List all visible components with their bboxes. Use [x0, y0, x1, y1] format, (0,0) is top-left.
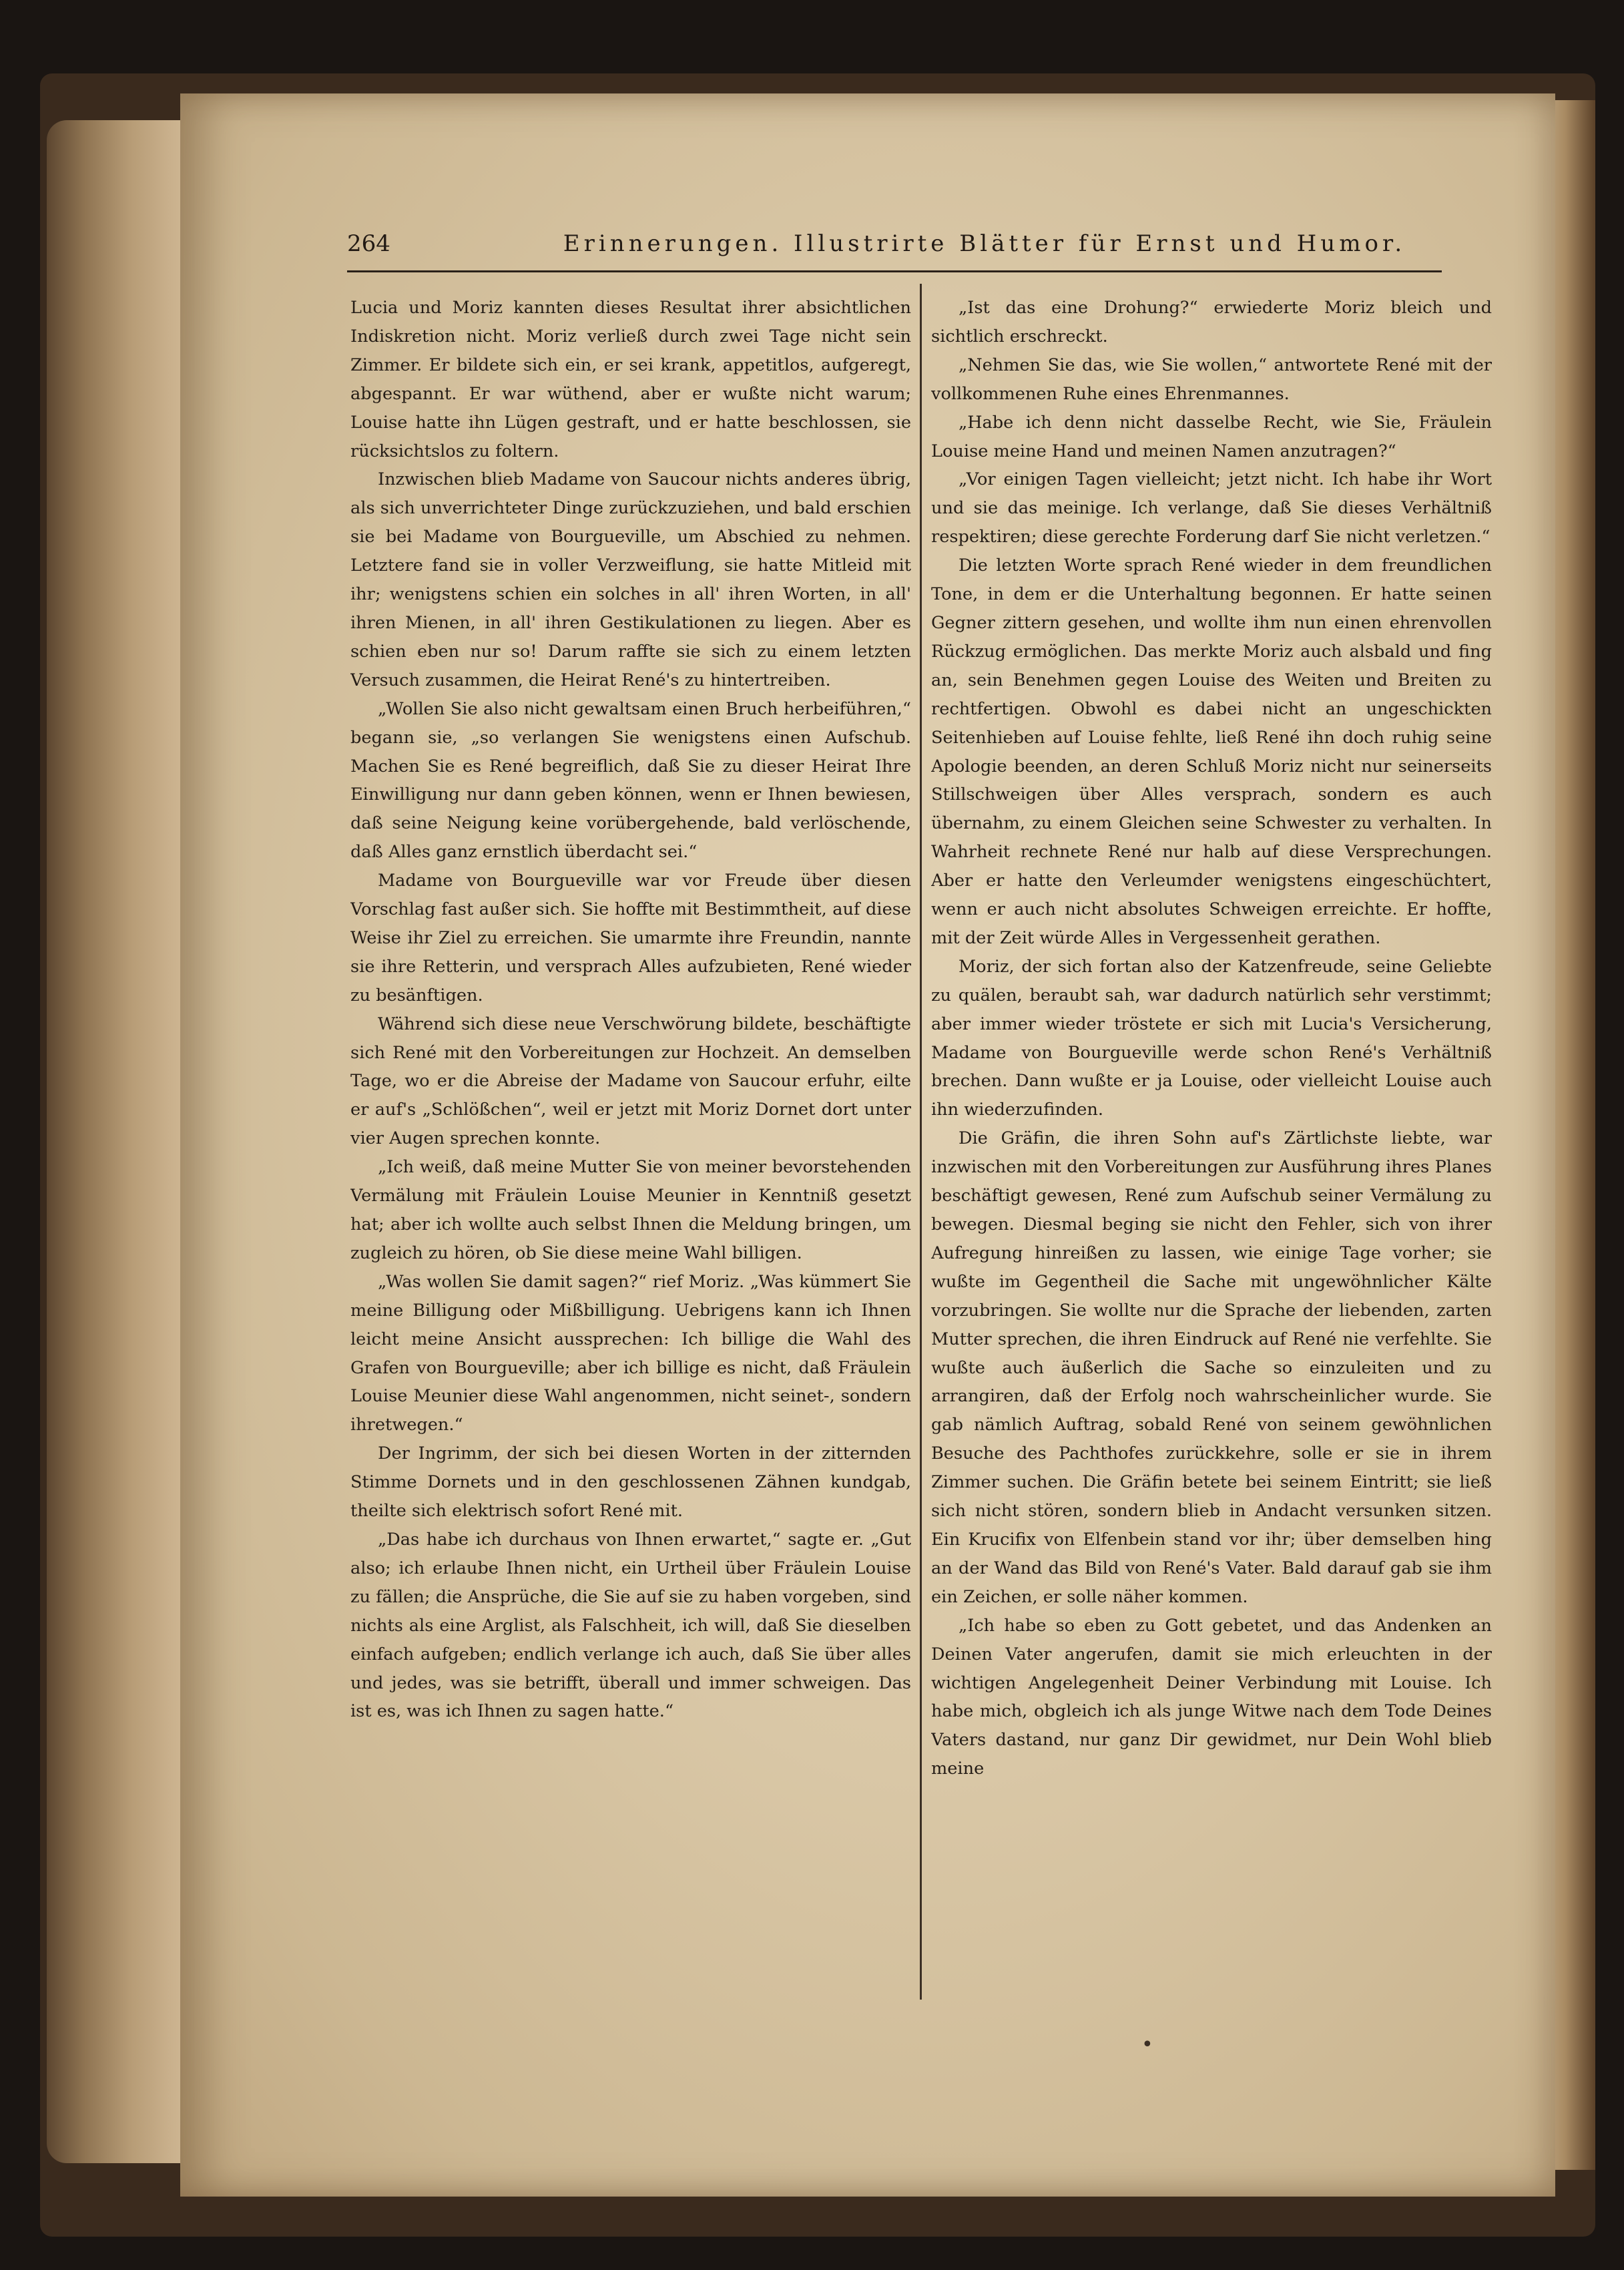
paragraph: Lucia und Moriz kannten dieses Resultat ihrer absichtlichen Indiskretion nicht. Moriz verließ durch zwei Tage nicht sein Zimmer. Er bildete sich ein, er sei krank, appetitlos, aufgeregt, abgespannt. Er war wüthend, aber er wußte nicht warum; Louise hatte ihn Lügen gestraft, und er hatte beschlossen, sie rücksichtslos zu foltern.	[350, 298, 911, 461]
paragraph: Während sich diese neue Verschwörung bildete, beschäftigte sich René mit den Vorbereitungen zur Hochzeit. An demselben Tage, wo er die Abreise der Madame von Saucour erfuhr, eilte er auf's „Schlößchen“, weil er jetzt mit Moriz Dornet dort unter vier Augen sprechen konnte.	[350, 1013, 911, 1149]
page-header	[347, 230, 1442, 272]
paragraph: Die Gräfin, die ihren Sohn auf's Zärtlichste liebte, war inzwischen mit den Vorbereitungen zur Ausführung ihres Planes beschäftigt gewesen, René zum Aufschub seiner Vermälung zu bewegen. Diesmal beging sie nicht den Fehler, sich von ihrer Aufregung hinreißen zu lassen, wie einige Tage vorher; sie wußte im Gegentheil die Sache mit ungewöhnlicher Kälte vorzubringen. Sie wollte nur die Sprache der liebenden, zarten Mutter sprechen, die ihren Eindruck auf René nie verfehlte. Sie wußte auch äußerlich die Sache so einzuleiten und zu arrangiren, daß der Erfolg noch wahrscheinlicher wurde. Sie gab nämlich Auftrag, sobald René von seinem gewöhnlichen Besuche des Pachthofes zurückkehre, solle er sie in ihrem Zimmer suchen. Die Gräfin betete bei seinem Eintritt; sie ließ sich nicht stören, sondern blieb in Andacht versunken sitzen. Ein Krucifix von Elfenbein stand vor ihr; über demselben hing an der Wand das Bild von René's Vater. Bald darauf gab sie ihm ein Zeichen, er solle näher kommen.	[931, 1128, 1492, 1607]
paragraph: Madame von Bourgueville war vor Freude über diesen Vorschlag fast außer sich. Sie hoffte mit Bestimmtheit, auf diese Weise ihr Ziel zu erreichen. Sie umarmte ihre Freundin, nannte sie ihre Retterin, und versprach Alles aufzubieten, René wieder zu besänftigen.	[350, 871, 911, 1005]
paragraph: Die letzten Worte sprach René wieder in dem freundlichen Tone, in dem er die Unterhaltung begonnen. Er hatte seinen Gegner zittern gesehen, und wollte ihm nun einen ehrenvollen Rückzug ermöglichen. Das merkte Moriz auch alsbald und fing an, sein Benehmen gegen Louise des Weiten und Breiten zu rechtfertigen. Obwohl es dabei nicht an ungeschickten Seitenhieben auf Louise fehlte, ließ René ihn doch ruhig seine Apologie beenden, an deren Schluß Moriz nicht nur seinerseits Stillschweigen über Alles versprach, sondern es auch übernahm, zu einem Gleichen seine Schwester zu verhalten. In Wahrheit rechnete René nur halb auf diese Versprechungen. Aber er hatte den Verleumder wenigstens eingeschüchtert, wenn er auch nicht absolutes Schweigen erreichte. Er hoffte, mit der Zeit würde Alles in Vergessenheit gerathen.	[931, 555, 1492, 948]
page-stack-left	[47, 120, 200, 2163]
paragraph: Moriz, der sich fortan also der Katzenfreude, seine Geliebte zu quälen, beraubt sah, war dadurch natürlich sehr verstimmt; aber immer wieder tröstete er sich mit Lucia's Versicherung, Madame von Bourgueville werde schon René's Verhältniß brechen. Dann wußte er ja Louise, oder vielleicht Louise auch ihn wiederzufinden.	[931, 956, 1492, 1120]
column-divider	[920, 284, 922, 2000]
page-ornament: •	[1141, 2033, 1153, 2056]
paragraph: „Das habe ich durchaus von Ihnen erwartet,“ sagte er. „Gut also; ich erlaube Ihnen nicht, ein Urtheil über Fräulein Louise zu fällen; die Ansprüche, die Sie auf sie zu haben vorgeben, sind nichts als eine Arglist, als Falschheit, ich will, daß Sie dieselben einfach aufgeben; endlich verlange ich auch, daß Sie über alles und jedes, was sie betrifft, überall und immer schweigen. Das ist es, was ich Ihnen zu sagen hatte.“	[350, 1529, 911, 1722]
paragraph: Der Ingrimm, der sich bei diesen Worten in der zitternden Stimme Dornets und in den geschlossenen Zähnen kundgab, theilte sich elektrisch sofort René mit.	[350, 1443, 911, 1522]
paragraph: „Ich habe so eben zu Gott gebetet, und das Andenken an Deinen Vater angerufen, damit sie mich erleuchten in der wichtigen Angelegenheit Deiner Verbindung mit Louise. Ich habe mich, obgleich ich als junge Witwe nach dem Tode Deines Vaters dastand, nur ganz Dir gewidmet, nur Dein Wohl blieb meine	[931, 1615, 1492, 1779]
paragraph: „Wollen Sie also nicht gewaltsam einen Bruch herbeiführen,“ begann sie, „so verlangen Sie wenigstens einen Aufschub. Machen Sie es René begreiflich, daß Sie zu dieser Heirat Ihre Einwilligung nur dann geben können, wenn er Ihnen bewiesen, daß seine Neigung keine vorübergehende, bald verlöschende, daß Alles ganz ernstlich überdacht sei.“	[350, 698, 911, 863]
paragraph: „Nehmen Sie das, wie Sie wollen,“ antwortete René mit der vollkommenen Ruhe eines Ehrenmannes.	[931, 355, 1492, 404]
paragraph: „Vor einigen Tagen vielleicht; jetzt nicht. Ich habe ihr Wort und sie das meinige. Ich verlange, daß Sie dieses Verhältniß respektiren; diese gerechte Forderung darf Sie nicht verletzen.“	[931, 469, 1492, 547]
text-column-right	[931, 294, 1492, 2003]
text-column-left	[350, 294, 911, 2003]
paragraph: „Ist das eine Drohung?“ erwiederte Moriz bleich und sichtlich erschreckt.	[931, 298, 1492, 347]
running-title: Erinnerungen. Illustrirte Blätter für Ernst und Humor.	[563, 230, 1406, 257]
paragraph: „Habe ich denn nicht dasselbe Recht, wie Sie, Fräulein Louise meine Hand und meinen Namen anzutragen?“	[931, 412, 1492, 461]
paragraph: „Ich weiß, daß meine Mutter Sie von meiner bevorstehenden Vermälung mit Fräulein Louise Meunier in Kenntniß gesetzt hat; aber ich wollte auch selbst Ihnen die Meldung bringen, um zugleich zu hören, ob Sie diese meine Wahl billigen.	[350, 1157, 911, 1263]
paragraph: Inzwischen blieb Madame von Saucour nichts anderes übrig, als sich unverrichteter Dinge zurückzuziehen, und bald erschien sie bei Madame von Bourgueville, um Abschied zu nehmen. Letztere fand sie in voller Verzweiflung, sie hatte Mitleid mit ihr; wenigstens schien ein solches in all' ihren Worten, in all' ihren Mienen, in all' ihren Gestikulationen zu liegen. Aber es schien eben nur so! Darum raffte sie sich zu einem letzten Versuch zusammen, die Heirat René's zu hintertreiben.	[350, 469, 911, 690]
page-number: 264	[347, 230, 390, 257]
paragraph: „Was wollen Sie damit sagen?“ rief Moriz. „Was kümmert Sie meine Billigung oder Mißbilligung. Uebrigens kann ich Ihnen leicht meine Ansicht aussprechen: Ich billige die Wahl des Grafen von Bourgueville; aber ich billige es nicht, daß Fräulein Louise Meunier diese Wahl angenommen, nicht seinet-, sondern ihretwegen.“	[350, 1271, 911, 1435]
